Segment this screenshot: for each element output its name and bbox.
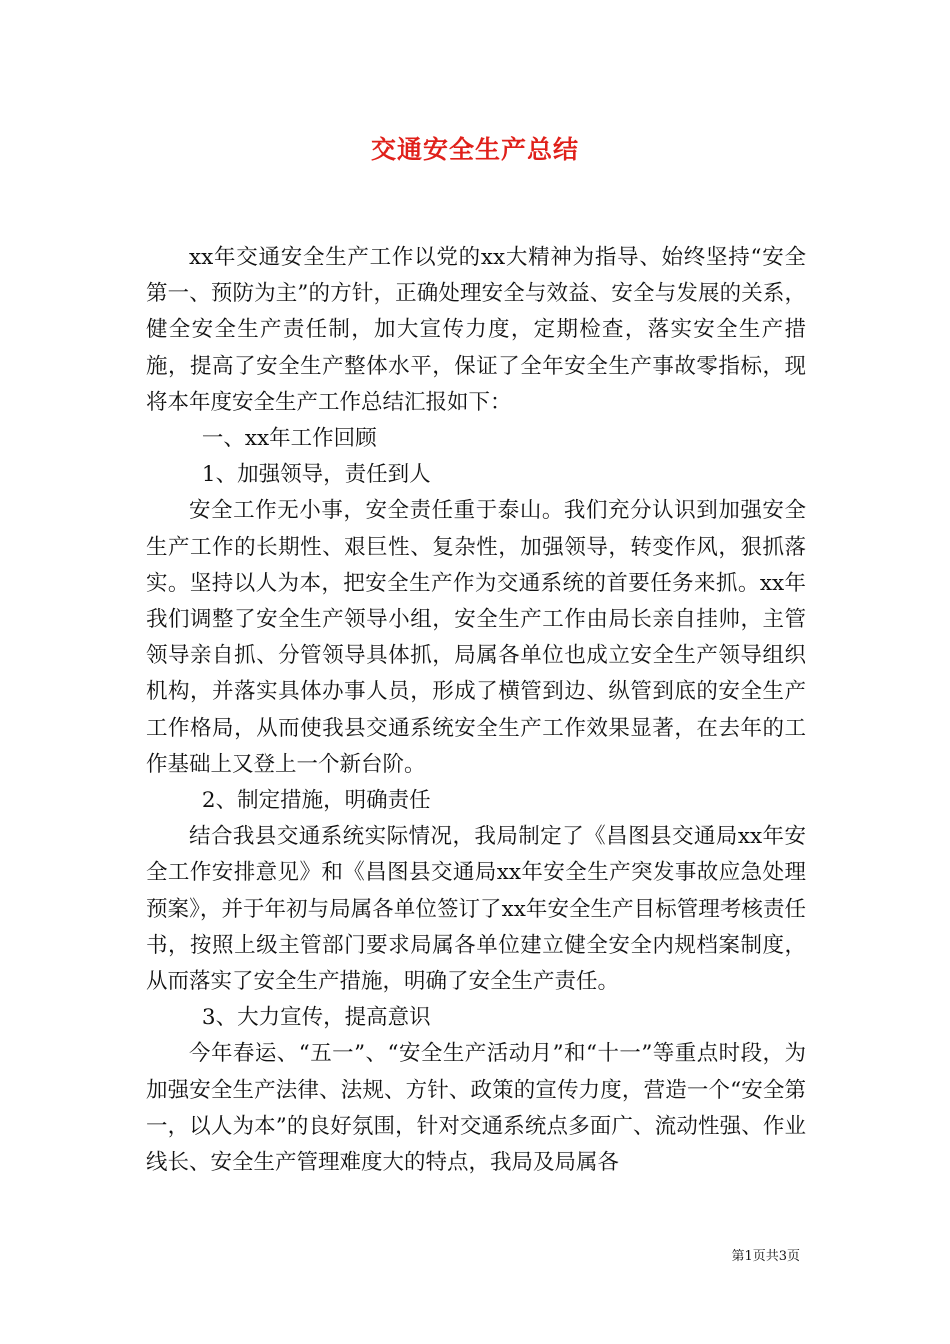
subsection-heading: 2、制定措施，明确责任 bbox=[201, 788, 431, 814]
body-paragraph: 今年春运、“五一”、“安全生产活动月”和“十一”等重点时段，为加强安全生产法律、法规、方针、政策的宣传力度，营造一个“安全第一，以人为本”的良好氛围，针对交通系统点多面广、流动性强、作业线长、安全生产管理难度大的特点，我局及局属各 bbox=[146, 1041, 806, 1176]
body-paragraph: 安全工作无小事，安全责任重于泰山。我们充分认识到加强安全生产工作的长期性、艰巨性、复杂性，加强领导，转变作风，狠抓落实。坚持以人为本，把安全生产作为交通系统的首要任务来抓。xx年我们调整了安全生产领导小组，安全生产工作由局长亲自挂帅，主管领导亲自抓、分管领导具体抓，局属各单位也成立安全生产领导组织机构，并落实具体办事人员，形成了横管到边、纵管到底的安全生产工作格局，从而使我县交通系统安全生产工作效果显著，在去年的工作基础上又登上一个新台阶。 bbox=[146, 498, 806, 777]
intro-paragraph: xx年交通安全生产工作以党的xx大精神为指导、始终坚持“安全第一、预防为主”的方针，正确处理安全与效益、安全与发展的关系，健全安全生产责任制，加大宣传力度，定期检查，落实安全生产措施，提高了安全生产整体水平，保证了全年安全生产事故零指标，现将本年度安全生产工作总结汇报如下： bbox=[146, 245, 806, 415]
document-title: 交通安全生产总结 bbox=[370, 135, 579, 164]
section-heading: 一、xx年工作回顾 bbox=[201, 426, 377, 452]
body-paragraph: 结合我县交通系统实际情况，我局制定了《昌图县交通局xx年安全工作安排意见》和《昌图县交通局xx年安全生产突发事故应急处理预案》，并于年初与局属各单位签订了xx年安全生产目标管理考核责任书，按照上级主管部门要求局属各单位建立健全安全内规档案制度，从而落实了安全生产措施，明确了安全生产责任。 bbox=[146, 824, 806, 995]
document-body bbox=[146, 240, 806, 1181]
page-number: 第1页共3页 bbox=[731, 1249, 800, 1264]
subsection-heading: 3、大力宣传，提高意识 bbox=[201, 1005, 431, 1031]
subsection-heading: 1、加强领导，责任到人 bbox=[201, 462, 431, 488]
